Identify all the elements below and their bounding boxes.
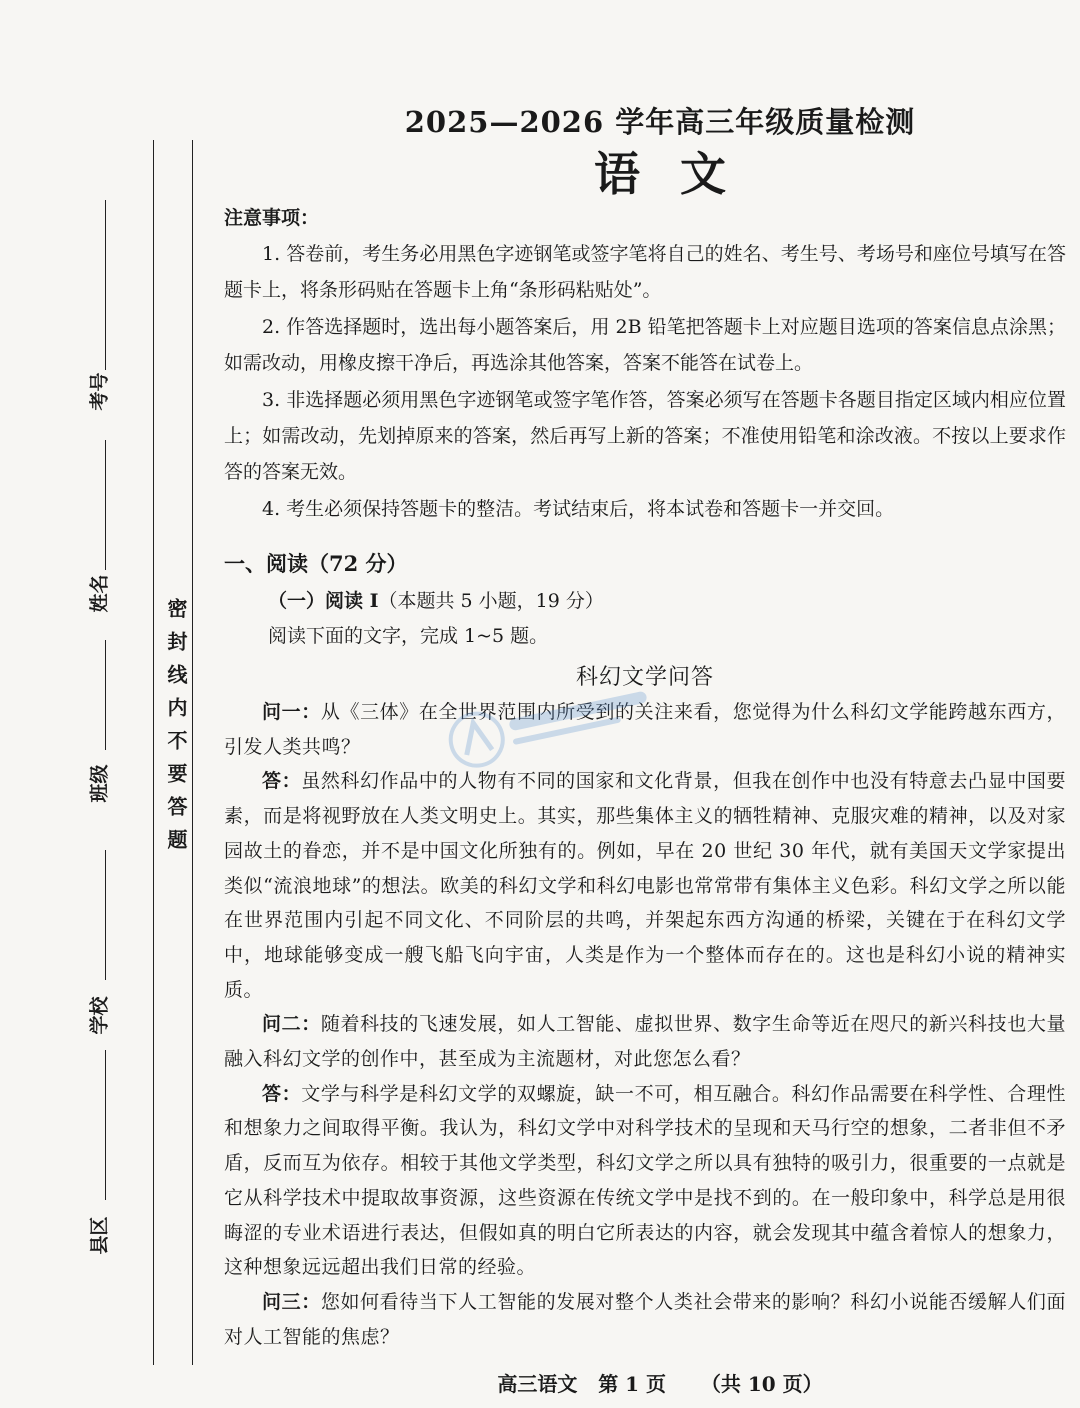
footer-total-pages: （共 10 页）	[700, 1372, 823, 1396]
page-footer	[260, 1368, 1060, 1397]
district-label: 县区	[88, 1216, 111, 1255]
qa-text: 随着科技的飞速发展，如人工智能、虚拟世界、数字生命等近在咫尺的新兴科技也大量融入科幻文学的创作中，甚至成为主流题材，对此您怎么看？	[224, 1013, 1066, 1071]
qa-text: 从《三体》在全世界范围内所受到的关注来看，您觉得为什么科幻文学能跨越东西方，引发人类共鸣？	[224, 701, 1066, 758]
notice-item: 4. 考生必须保持答题卡的整洁。考试结束后，将本试卷和答题卡一并交回。	[262, 497, 895, 520]
article-title: 科幻文学问答	[575, 665, 714, 690]
qa-label: 问三：	[262, 1290, 321, 1313]
qa-label: 答：	[262, 1082, 302, 1105]
notice-item: 3. 非选择题必须用黑色字迹钢笔或签字笔作答，答案必须写在答题卡各题目指定区域内相应位置上；如需改动，先划掉原来的答案，然后再写上新的答案；不准使用铅笔和涂改液。不按以上要求作答的答案无效。	[224, 388, 1066, 484]
qa-item	[224, 1007, 1066, 1076]
school-field	[78, 850, 138, 1050]
qa-label: 答：	[262, 770, 302, 793]
name-label: 姓名	[88, 574, 111, 613]
qa-item	[224, 1077, 1066, 1285]
footer-subject: 高三语文	[497, 1372, 578, 1396]
subject-title: 语文	[594, 147, 766, 201]
class-field	[78, 640, 138, 840]
exam-title: 2025—2026 学年高三年级质量检测	[404, 105, 916, 139]
exam-number-line	[105, 200, 106, 370]
qa-text: 文学与科学是科幻文学的双螺旋，缺一不可，相互融合。科幻作品需要在科学性、合理性和想象力之间取得平衡。我认为，科幻文学中对科学技术的呈现和天马行空的想象，二者非但不矛盾，反而互为依存。相较于其他文学类型，科幻文学之所以具有独特的吸引力，很重要的一点就是它从科学技术中提取故事资源，这些资源在传统文学中是找不到的。在一般印象中，科学总是用很晦涩的专业术语进行表达，但假如真的明白它所表达的内容，就会发现其中蕴含着惊人的想象力，这种想象远远超出我们日常的经验。	[224, 1082, 1066, 1279]
school-label: 学校	[88, 996, 111, 1035]
exam-number-field	[78, 200, 138, 440]
school-line	[105, 850, 106, 980]
qa-label: 问一：	[262, 701, 321, 723]
class-label: 班级	[88, 764, 111, 803]
reading-instruction: 阅读下面的文字，完成 1~5 题。	[268, 625, 549, 647]
notice-item: 2. 作答选择题时，选出每小题答案后，用 2B 铅笔把答题卡上对应题目选项的答案信息点涂黑；如需改动，用橡皮擦干净后，再选涂其他答案，答案不能答在试卷上。	[224, 315, 1066, 375]
class-line	[105, 640, 106, 750]
name-line	[105, 440, 106, 570]
qa-item	[224, 1285, 1066, 1354]
qa-list	[224, 695, 1066, 1354]
qa-label: 问二：	[262, 1013, 321, 1036]
notice-heading: 注意事项：	[224, 207, 320, 229]
sub-section-heading	[224, 586, 1066, 613]
notice-block	[224, 203, 1066, 527]
exam-number-label: 考号	[88, 372, 111, 411]
district-field	[78, 1050, 138, 1270]
seal-notice: 密封线内不要答题	[164, 598, 188, 862]
footer-page-number: 第 1 页	[598, 1372, 667, 1396]
qa-text: 您如何看待当下人工智能的发展对整个人类社会带来的影响？科幻小说能否缓解人们面对人工智能的焦虑？	[224, 1290, 1066, 1348]
name-field	[78, 440, 138, 640]
qa-item	[224, 764, 1066, 1007]
sub-section-detail: （本题共 5 小题，19 分）	[378, 590, 604, 612]
seal-line-left	[153, 140, 154, 1365]
section-heading: 一、阅读（72 分）	[224, 551, 408, 576]
notice-item: 1. 答卷前，考生务必用黑色字迹钢笔或签字笔将自己的姓名、考生号、考场号和座位号填写在答题卡上，将条形码贴在答题卡上角“条形码粘贴处”。	[224, 243, 1066, 302]
district-line	[105, 1050, 106, 1200]
qa-text: 虽然科幻作品中的人物有不同的国家和文化背景，但我在创作中也没有特意去凸显中国要素，而是将视野放在人类文明史上。其实，那些集体主义的牺牲精神、克服灾难的精神，以及对家园故土的眷恋，并不是中国文化所独有的。例如，早在 20 世纪 30 年代，就有美国天文学家提出类似“流浪地球”的想法。欧美的科幻文学和科幻电影也常常带有集体主义色彩。科幻文学之所以能在世界范围内引起不同文化、不同阶层的共鸣，并架起东西方沟通的桥梁，关键在于在科幻文学中，地球能够变成一艘飞船飞向宇宙，人类是作为一个整体而存在的。这也是科幻小说的精神实质。	[224, 770, 1066, 1001]
sub-section-label: （一）阅读 I	[268, 590, 379, 612]
